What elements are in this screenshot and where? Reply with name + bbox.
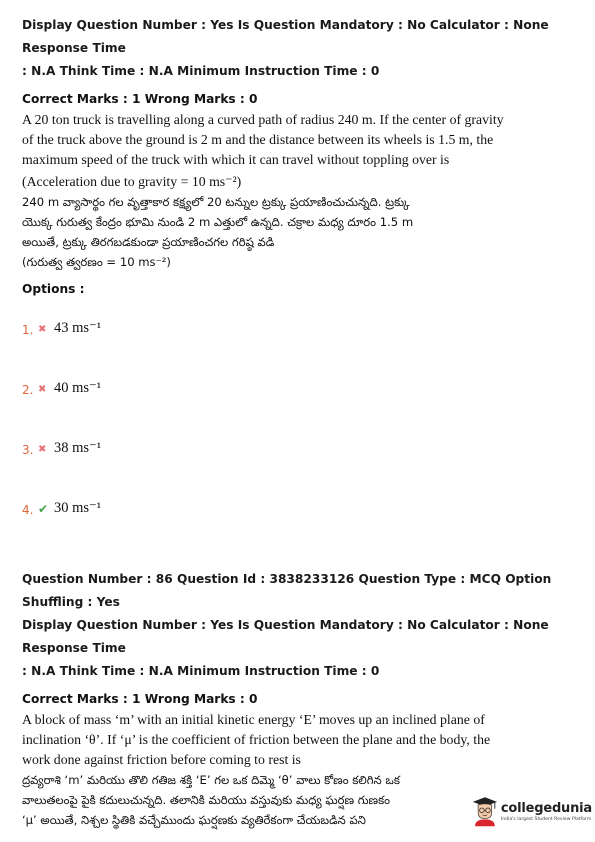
text-line: inclination ‘θ’. If ‘μ’ is the coefficient of friction between the plane and the body, the: [22, 732, 491, 747]
question-85-text-telugu: [22, 192, 575, 272]
option-value: 40 ms⁻¹: [54, 379, 102, 396]
text-line: ద్రవ్యరాశి ‘m’ మరియు తొలి గతిజ శక్తి ‘E’ గల ఒక దిమ్మె ‘θ’ వాలు కోణం కలిగిన ఒక: [22, 773, 400, 787]
question-page: [22, 14, 575, 830]
text-line: A block of mass ‘m’ with an initial kinetic energy ‘E’ moves up an inclined plane of: [22, 712, 485, 727]
marks-info: Correct Marks : 1 Wrong Marks : 0: [22, 692, 258, 706]
text-line: maximum speed of the truck with which it can travel without toppling over is: [22, 152, 450, 167]
text-line: వాలుతలంపై పైకి కదులుచున్నది. తలానికి మరియు వస్తువుకు మధ్య ఘర్షణ గుణకం: [22, 793, 391, 807]
collegedunia-logo: [472, 788, 592, 834]
options-label: Options :: [22, 282, 85, 296]
marks-info: Correct Marks : 1 Wrong Marks : 0: [22, 92, 258, 106]
meta-line: Display Question Number : Yes Is Question Mandatory : No Calculator : None Response Time: [22, 618, 549, 655]
logo-name: collegedunia: [500, 800, 592, 816]
question-86-text-telugu: [22, 770, 462, 830]
text-line: ‘μ’ అయితే, నిశ్చల స్థితికి వచ్చేముందు ఘర్షణకు వ్యతిరేకంగా చేయబడిన పని: [22, 813, 366, 827]
text-line: (Acceleration due to gravity = 10 ms⁻²): [22, 174, 242, 189]
text-line: of the truck above the ground is 2 m and the distance between its wheels is 1.5 m, the: [22, 132, 494, 147]
option-3: [22, 418, 575, 478]
options-list: [22, 298, 575, 538]
cross-icon: ✖: [38, 443, 47, 455]
text-line: work done against friction before coming to rest is: [22, 752, 301, 767]
option-value: 30 ms⁻¹: [54, 499, 102, 516]
meta-line: Question Number : 86 Question Id : 3838233126 Question Type : MCQ Option Shuffling : Yes: [22, 572, 552, 609]
option-4: [22, 478, 575, 538]
text-line: (గురుత్వ త్వరణం = 10 ms⁻²): [22, 255, 171, 269]
cross-icon: ✖: [38, 323, 47, 335]
option-number: 4.: [22, 503, 34, 517]
meta-line: : N.A Think Time : N.A Minimum Instruction Time : 0: [22, 664, 380, 678]
logo-tagline: India's largest Student Review Platform: [500, 816, 592, 822]
question-86-meta: [22, 568, 575, 683]
meta-line: : N.A Think Time : N.A Minimum Instruction Time : 0: [22, 64, 380, 78]
cross-icon: ✖: [38, 383, 47, 395]
option-value: 38 ms⁻¹: [54, 439, 102, 456]
question-85-meta: [22, 14, 575, 83]
option-number: 1.: [22, 323, 34, 337]
question-86-text-english: [22, 710, 575, 770]
text-line: అయితే, ట్రక్కు తిరగబడకుండా ప్రయాణించగల గరిష్ఠ వడి: [22, 235, 275, 249]
text-line: A 20 ton truck is travelling along a curved path of radius 240 m. If the center of gravity: [22, 112, 504, 127]
option-number: 3.: [22, 443, 34, 457]
student-avatar-icon: [472, 791, 498, 831]
option-2: [22, 358, 575, 418]
text-line: యొక్క గురుత్వ కేంద్రం భూమి నుండి 2 m ఎత్తులో ఉన్నది. చక్రాల మధ్య దూరం 1.5 m: [22, 215, 414, 229]
option-1: [22, 298, 575, 358]
option-number: 2.: [22, 383, 34, 397]
check-icon: ✔: [38, 501, 49, 516]
text-line: 240 m వ్యాసార్థం గల వృత్తాకార కక్ష్యలో 20 టన్నుల ట్రక్కు ప్రయాణించుచున్నది. ట్రక్కు: [22, 195, 410, 209]
question-85-text-english: [22, 110, 575, 192]
logo-text: [501, 801, 592, 822]
meta-line: Display Question Number : Yes Is Question Mandatory : No Calculator : None Response Time: [22, 18, 549, 55]
option-value: 43 ms⁻¹: [54, 319, 102, 336]
